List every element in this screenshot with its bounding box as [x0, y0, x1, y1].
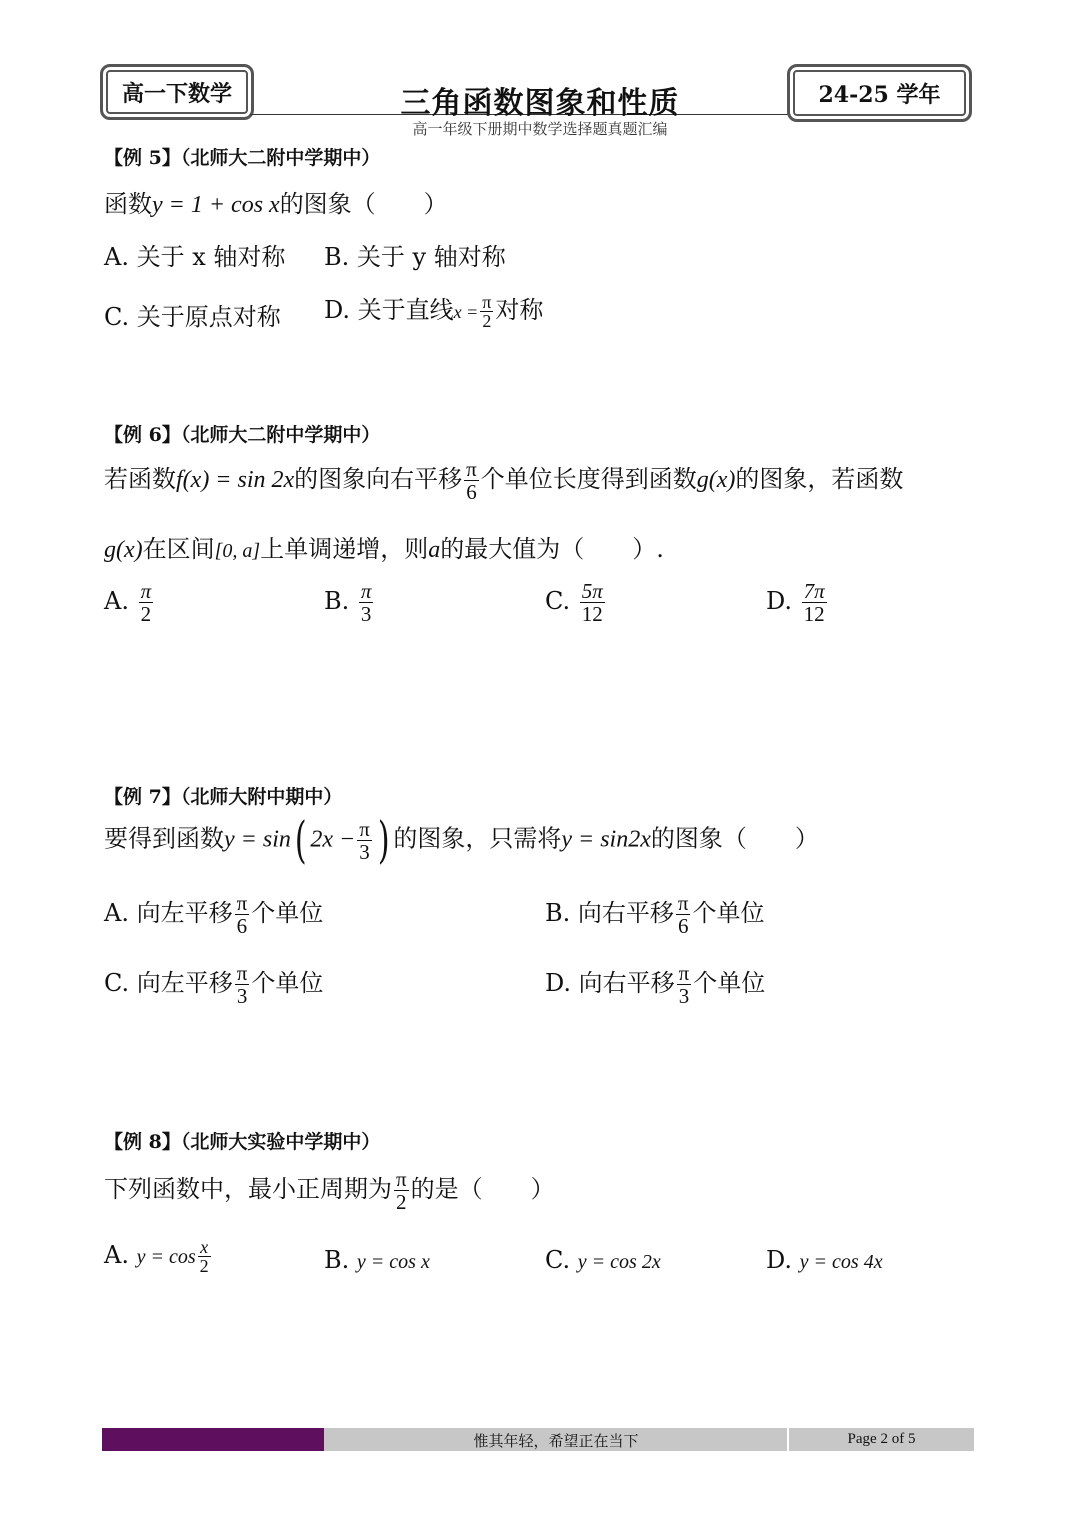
footer-motto: 惟其年轻，希望正在当下 [473, 1432, 639, 1450]
example-5-option-c: C. 关于原点对称 [104, 303, 281, 331]
example-6-question-line2 [104, 529, 664, 564]
header-left-badge: 高一下数学 [100, 64, 254, 120]
q-text: 的是（ ） [410, 1175, 555, 1203]
page-subtitle: 高一年级下册期中数学选择题真题汇编 [412, 120, 668, 138]
q-text: 的图象，只需将 [393, 824, 562, 853]
formula: g(x) [104, 537, 143, 563]
example-8-option-c: C. y = cos 2x [545, 1246, 661, 1274]
header-right-badge: 24-25 学年 [787, 64, 972, 122]
fraction: $\frac{\pi}{6}$ [236, 891, 248, 938]
example-8-label: 【例 8】（北师大实验中学期中） [104, 1131, 381, 1153]
example-6-option-a: A. $\frac{\pi}{2}$ [104, 579, 152, 626]
formula: y = 1 + cos x [152, 192, 280, 218]
q-text: 的图象（ ） [650, 824, 819, 853]
formula: y = sin2x [561, 826, 651, 853]
q-text: 上单调递增，则 [260, 535, 429, 563]
example-6-option-c: C. $\frac{5\pi}{12}$ [545, 579, 603, 626]
example-7-option-c: C. 向左平移 $\frac{\pi}{3}$ 个单位 [104, 961, 324, 1008]
example-6-option-d: D. $\frac{7\pi}{12}$ [766, 579, 825, 626]
example-7-option-a: A. 向左平移 $\frac{\pi}{6}$ 个单位 [104, 891, 324, 938]
formula: y = sin [224, 826, 291, 853]
example-5-option-d [324, 290, 543, 330]
example-8-option-d: D. y = cos 4x [766, 1246, 883, 1274]
fraction: $\frac{\pi}{3}$ [678, 961, 690, 1008]
example-5-option-b: B. 关于 y 轴对称 [324, 243, 506, 271]
example-6-label: 【例 6】（北师大二附中学期中） [104, 424, 381, 446]
q-text: 个单位长度得到函数 [480, 465, 697, 493]
fraction: $\frac{\pi}{3}$ [360, 579, 372, 626]
fraction: $\frac{x}{2}$ [199, 1237, 209, 1276]
example-7-question: 要得到函数y = sin( 2x − $\frac{\pi}{3}$ ) 的图象，只需将y = sin2x的图象（ ） [104, 811, 819, 869]
example-8-question [104, 1168, 555, 1213]
fraction: $\frac{\pi}{3}$ [236, 961, 248, 1008]
opt-text: D. 关于直线 [324, 296, 454, 324]
q-text: 在区间 [142, 535, 215, 563]
example-5-label: 【例 5】（北师大二附中学期中） [104, 147, 381, 169]
opt-text: 对称 [495, 296, 544, 324]
example-7-option-d: D. 向右平移 $\frac{\pi}{3}$ 个单位 [545, 961, 766, 1008]
example-8-option-b: B. y = cos x [324, 1246, 430, 1274]
q-text: 的图象（ ） [279, 190, 448, 218]
example-8-option-a: A. y = cos $\frac{x}{2}$ [104, 1237, 209, 1276]
q-text: 的图象向右平移 [294, 465, 463, 493]
example-6-question-line1 [104, 458, 903, 503]
example-7-label: 【例 7】（北师大附中期中） [104, 786, 343, 808]
formula: g(x) [696, 467, 736, 493]
formula: [0, a] [214, 540, 261, 562]
q-text: 的图象，若函数 [735, 465, 904, 493]
formula: x = [453, 302, 479, 322]
footer-accent-bar [102, 1428, 324, 1451]
fraction: $\frac{\pi}{3}$ [359, 816, 370, 864]
fraction: $\frac{\pi}{2}$ [396, 1167, 407, 1214]
q-text: 下列函数中，最小正周期为 [104, 1175, 392, 1203]
page-title: 三角函数图象和性质 [400, 86, 680, 121]
example-6-option-b: B. $\frac{\pi}{3}$ [324, 579, 372, 626]
example-5-question [104, 184, 448, 219]
q-text: 的最大值为（ ）. [440, 535, 664, 563]
q-text: 要得到函数 [104, 824, 224, 853]
q-text: 若函数 [104, 465, 176, 493]
fraction: $\frac{\pi}{2}$ [482, 292, 492, 331]
fraction: $\frac{\pi}{6}$ [466, 457, 477, 504]
fraction: $\frac{7\pi}{12}$ [803, 579, 825, 626]
example-5-option-a: A. 关于 x 轴对称 [104, 243, 286, 271]
fraction: $\frac{\pi}{6}$ [677, 891, 689, 938]
page-number: Page 2 of 5 [847, 1431, 916, 1447]
q-text: 函数 [104, 190, 152, 218]
formula: f(x) = sin 2x [176, 467, 295, 493]
formula: 2x − [310, 826, 356, 853]
formula: a [428, 537, 441, 563]
fraction: $\frac{5\pi}{12}$ [581, 579, 603, 626]
example-7-option-b: B. 向右平移 $\frac{\pi}{6}$ 个单位 [545, 891, 765, 938]
fraction: $\frac{\pi}{2}$ [140, 579, 152, 626]
